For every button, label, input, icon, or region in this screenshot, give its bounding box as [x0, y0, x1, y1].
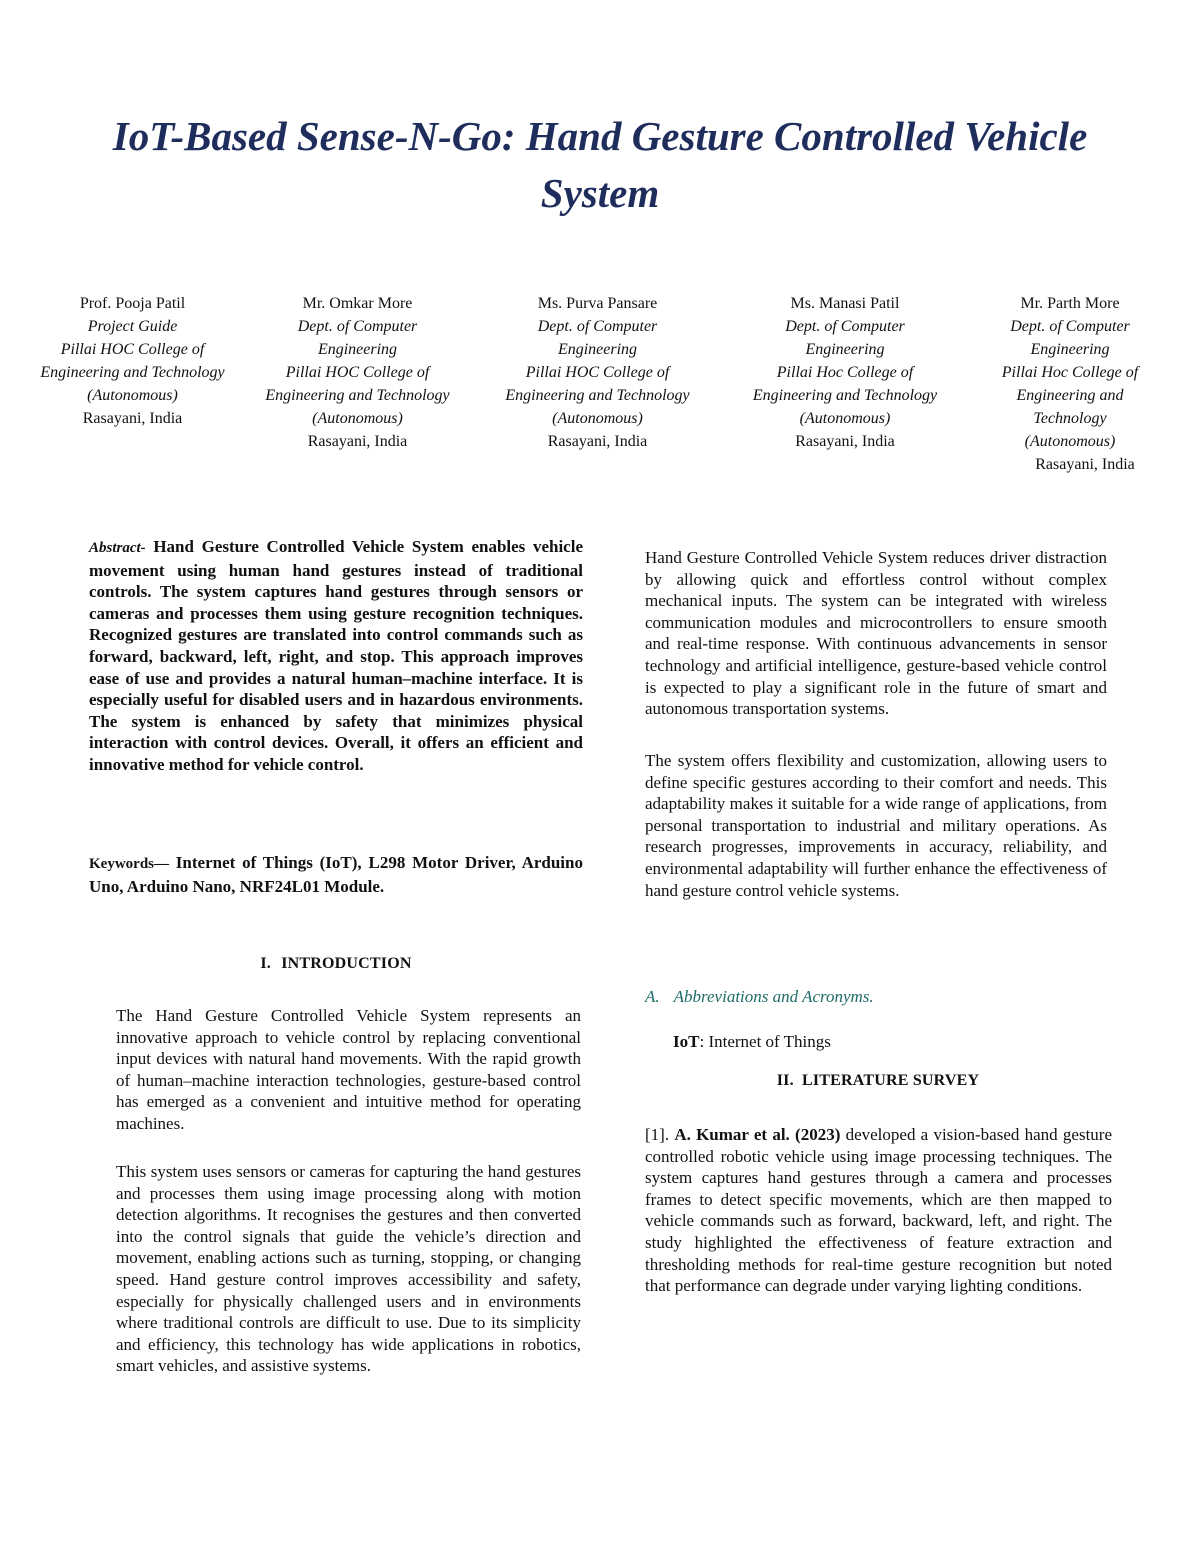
paper-title-text: IoT-Based Sense-N-Go: Hand Gesture Controlled Vehicle System: [112, 113, 1088, 216]
author-location: Rasayani, India: [547, 433, 648, 450]
author-role: Dept. of Computer Engineering: [785, 318, 905, 358]
abbreviation-term: IoT: [673, 1032, 700, 1051]
intro-paragraph-2: [116, 1161, 581, 1377]
author-role: Dept. of Computer Engineering: [1010, 318, 1130, 358]
author-role: Dept. of Computer Engineering: [537, 318, 658, 358]
intro-paragraph-1: [116, 1005, 581, 1135]
reference-text: developed a vision-based hand gesture controlled robotic vehicle using image processing techniques. The system captures hand gestures through a camera and processes frames to detect specific movements, which are then mapped to vehicle commands such as forward, backward, left, and right. The study highlighted the effectiveness of feature extraction and thresholding methods for real-time gesture recognition but noted that performance can degrade under varying lighting conditions.: [645, 1125, 1112, 1296]
author-affiliation: Pillai Hoc College of Engineering and Technology (Autonomous): [752, 364, 938, 427]
author-role: Project Guide: [87, 318, 178, 335]
author-name: Prof. Pooja Patil: [79, 295, 186, 312]
paragraph-text: Hand Gesture Controlled Vehicle System reduces driver distraction by allowing quick and effortless control without complex mechanical inputs. The system can be integrated with wireless communication modules and microcontrollers to ensure smooth and real-time response. With continuous advancements in sensor technology and artificial intelligence, gesture-based vehicle control is expected to play a significant role in the future of smart and autonomous transportation systems.: [645, 548, 1107, 719]
section-title: INTRODUCTION: [281, 955, 412, 972]
paper-title: [60, 108, 1140, 222]
author-block-5: [985, 292, 1155, 476]
abbreviation-entry: [673, 1031, 1113, 1053]
paragraph-text: The Hand Gesture Controlled Vehicle System represents an innovative approach to vehicle control by replacing conventional input devices with natural hand movements. With the rapid growth of human–machine interaction technologies, gesture-based control has emerged as a convenient and intuitive method for operating machines.: [116, 1006, 581, 1133]
author-affiliation: Pillai Hoc College of Engineering and Technology (Autonomous): [1001, 364, 1139, 450]
keywords: [89, 852, 583, 897]
subsection-title: Abbreviations and Acronyms.: [673, 987, 874, 1006]
author-name: Mr. Parth More: [1020, 295, 1120, 312]
author-affiliation: Pillai HOC College of Engineering and Technology (Autonomous): [505, 364, 690, 427]
author-affiliation: Pillai HOC College of Engineering and Technology (Autonomous): [265, 364, 450, 427]
literature-entry-1: [645, 1124, 1112, 1297]
author-block-4: [745, 292, 945, 453]
right-paragraph-2: [645, 750, 1107, 901]
reference-number: [1].: [645, 1125, 670, 1144]
paragraph-text: The system offers flexibility and customization, allowing users to define specific gestures according to their comfort and needs. This adaptability makes it suitable for a wide range of applications, from personal transportation to industrial and military operations. As research progresses, improvements in accuracy, reliability, and environmental adaptability will further enhance the effectiveness of hand gesture control vehicle systems.: [645, 751, 1107, 900]
abstract: [89, 536, 583, 776]
keywords-label: Keywords—: [89, 856, 169, 872]
author-block-3: [495, 292, 700, 453]
author-location: Rasayani, India: [1035, 456, 1135, 473]
author-name: Ms. Purva Pansare: [537, 295, 658, 312]
author-affiliation: Pillai HOC College of Engineering and Technology (Autonomous): [40, 341, 225, 404]
author-name: Mr. Omkar More: [302, 295, 413, 312]
author-role: Dept. of Computer Engineering: [297, 318, 418, 358]
keywords-text: Internet of Things (IoT), L298 Motor Driver, Arduino Uno, Arduino Nano, NRF24L01 Module.: [89, 853, 583, 896]
author-block-2: [255, 292, 460, 453]
author-location: Rasayani, India: [307, 433, 408, 450]
author-name: Ms. Manasi Patil: [790, 295, 900, 312]
reference-author: A. Kumar et al. (2023): [674, 1125, 841, 1144]
right-paragraph-1: [645, 547, 1107, 720]
abstract-label: Abstract-: [89, 540, 146, 556]
section-heading-literature-survey: [645, 1072, 1111, 1090]
author-block-1: [30, 292, 235, 430]
abstract-text: Hand Gesture Controlled Vehicle System enables vehicle movement using human hand gestures instead of traditional controls. The system captures hand gestures through sensors or cameras and processes them using gesture recognition techniques. Recognized gestures are translated into control commands such as forward, backward, left, right, and stop. This approach improves ease of use and provides a natural human–machine interface. It is especially useful for disabled users and in hazardous environments. The system is enhanced by safety that minimizes physical interaction with control devices. Overall, it offers an efficient and innovative method for vehicle control.: [89, 537, 583, 774]
paragraph-text: This system uses sensors or cameras for capturing the hand gestures and processes them using image processing along with motion detection algorithms. It recognises the gestures and then converted into the control signals that guide the vehicle’s direction and movement, enabling actions such as turning, stopping, or changing speed. Hand gesture control improves accessibility and safety, especially for physically challenged users and in environments where traditional controls are difficult to use. Due to its simplicity and efficiency, this technology has wide applications in robotics, smart vehicles, and assistive systems.: [116, 1162, 581, 1376]
section-number: II.: [776, 1072, 794, 1089]
section-title: LITERATURE SURVEY: [802, 1072, 980, 1089]
author-location: Rasayani, India: [795, 433, 895, 450]
subsection-number: A.: [645, 987, 660, 1006]
section-number: I.: [260, 955, 271, 972]
subsection-heading-abbreviations: [645, 987, 874, 1007]
author-location: Rasayani, India: [82, 410, 183, 427]
abbreviation-definition: : Internet of Things: [699, 1032, 831, 1051]
section-heading-introduction: [89, 955, 583, 973]
